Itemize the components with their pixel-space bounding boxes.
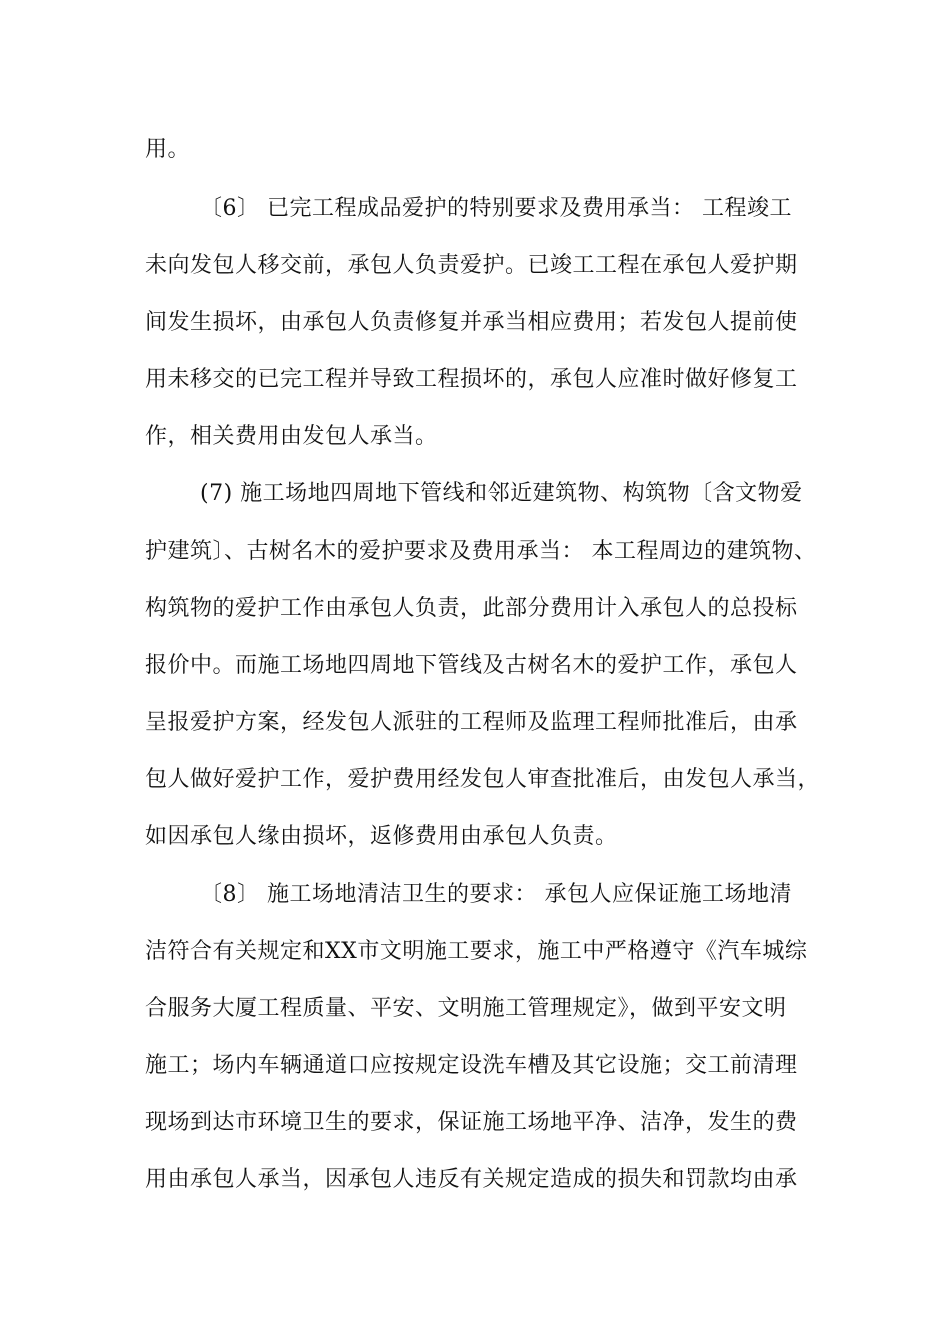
text-line-3: 未向发包人移交前，承包人负责爱护。已竣工工程在承包人爱护期: [145, 253, 798, 278]
text-line-11: 呈报爱护方案，经发包人派驻的工程师及监理工程师批准后，由承: [145, 710, 798, 735]
text-line-8: 护建筑〕、古树名木的爱护要求及费用承当： 本工程周边的建筑物、: [145, 539, 817, 564]
text-line-14: 〔8〕 施工场地清洁卫生的要求： 承包人应保证施工场地清: [200, 882, 792, 907]
text-line-6: 作，相关费用由发包人承当。: [145, 424, 438, 449]
text-line-19: 用由承包人承当，因承包人违反有关规定造成的损失和罚款均由承: [145, 1167, 798, 1192]
text-line-18: 现场到达市环境卫生的要求，保证施工场地平净、洁净，发生的费: [145, 1110, 798, 1135]
text-line-1: 用。: [145, 137, 191, 162]
text-line-10: 报价中。而施工场地四周地下管线及古树名木的爱护工作，承包人: [145, 653, 798, 678]
text-line-15: 洁符合有关规定和XX市文明施工要求，施工中严格遵守《汽车城综: [145, 939, 808, 964]
text-line-13: 如因承包人缘由损坏，返修费用由承包人负责。: [145, 824, 618, 849]
text-line-12: 包人做好爱护工作，爱护费用经发包人审查批准后，由发包人承当，: [145, 767, 821, 792]
text-line-16: 合服务大厦工程质量、平安、文明施工管理规定》，做到平安文明: [145, 996, 787, 1021]
text-line-17: 施工；场内车辆通道口应按规定设洗车槽及其它设施；交工前清理: [145, 1053, 798, 1078]
text-line-5: 用未移交的已完工程并导致工程损坏的，承包人应准时做好修复工: [145, 367, 798, 392]
text-line-4: 间发生损坏，由承包人负责修复并承当相应费用；若发包人提前使: [145, 310, 798, 335]
text-line-2: 〔6〕 已完工程成品爱护的特别要求及费用承当： 工程竣工: [200, 196, 792, 221]
text-line-7: (7) 施工场地四周地下管线和邻近建筑物、构筑物〔含文物爱: [200, 481, 803, 506]
text-line-9: 构筑物的爱护工作由承包人负责，此部分费用计入承包人的总投标: [145, 596, 798, 621]
